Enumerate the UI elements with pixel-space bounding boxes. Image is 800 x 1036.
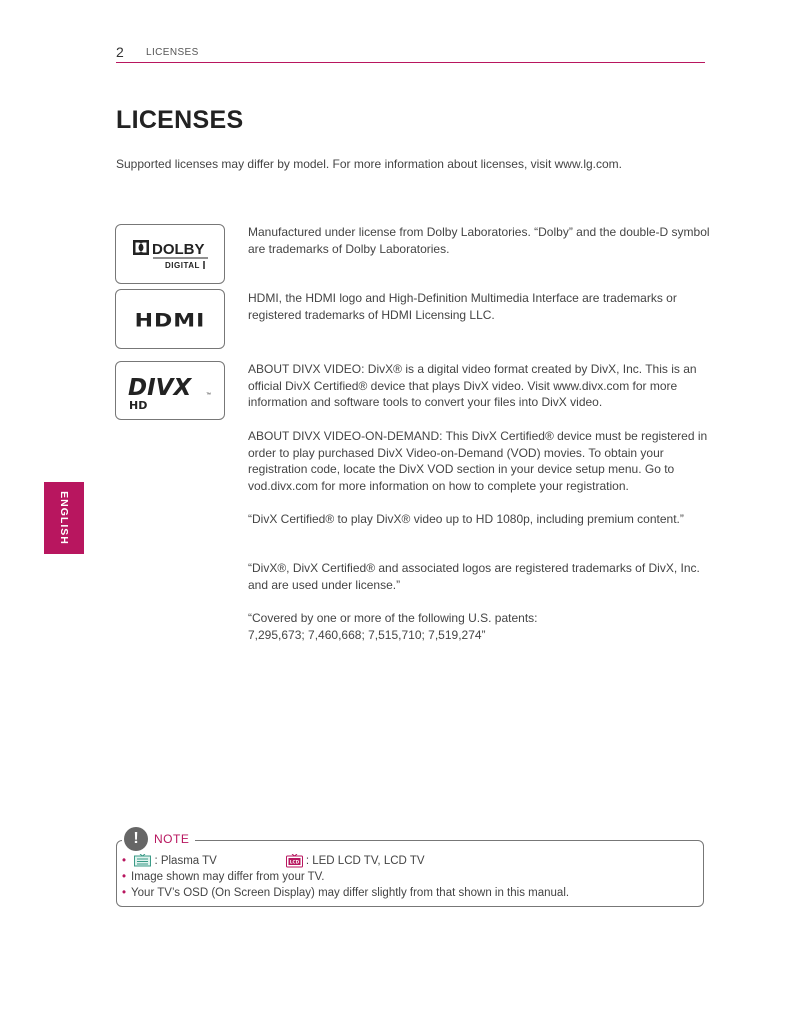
note-item-tv-types [122,853,569,869]
note-header [122,826,195,852]
dolby-logo-graphic [116,225,224,283]
divx-tm-mark: ™ [206,392,211,398]
bullet: • [122,871,127,883]
hdmi-license-text: HDMI, the HDMI logo and High-Definition Multimedia Interface are trademarks or registered trademarks of HDMI Licensing LLC. [248,291,677,322]
dolby-logo [115,224,225,284]
divx-hd-label: HD [129,399,148,412]
note-label: NOTE [154,832,190,846]
divx-video-text: ABOUT DIVX VIDEO: DivX® is a digital video format created by DivX, Inc. This is an official DivX Certified® device that plays DivX video. Visit www.divx.com for more information and software tools to convert your files into DivX video. [248,362,697,409]
running-header: LICENSES [146,47,199,58]
dolby-digital-label: DIGITAL [165,261,200,270]
note-item [122,869,569,885]
page-number: 2 [116,44,124,60]
page-title: LICENSES [116,106,244,134]
bullet: • [122,887,127,899]
dolby-wordmark: DOLBY [152,241,205,258]
divx-trademarks-text: “DivX®, DivX Certified® and associated logos are registered trademarks of DivX, Inc. and are used under license.” [248,561,700,592]
note-item-text: Your TV’s OSD (On Screen Display) may differ slightly from that shown in this manual. [131,887,570,899]
dolby-double-d-icon [133,240,149,255]
dolby-license-text: Manufactured under license from Dolby Laboratories. “Dolby” and the double-D symbol are trademarks of Dolby Laboratories. [248,225,710,256]
note-item [122,885,569,901]
note-item-text: Image shown may differ from your TV. [131,871,325,883]
hdmi-logo [115,289,225,349]
divx-patents-text: “Covered by one or more of the following U.S. patents: 7,295,673; 7,460,668; 7,515,710; 7,519,274” [248,611,538,642]
hdmi-logo-graphic [116,290,224,348]
bullet: • [122,855,127,867]
page-header [116,44,705,63]
plasma-tv-icon [134,854,151,868]
note-exclamation-icon: ! [124,827,148,851]
divx-vod-text: ABOUT DIVX VIDEO-ON-DEMAND: This DivX Certified® device must be registered in order to play purchased DivX Video-on-Demand (VOD) movies. To obtain your registration code, locate the DivX VOD section in your device setup menu. Go to vod.divx.com for more information on how to complete your registration. [248,429,708,493]
language-label: ENGLISH [58,491,70,545]
note-list [122,853,569,901]
language-side-tab [44,482,84,554]
lcd-icon-text: LCD [289,859,299,865]
divx-logo-graphic [116,362,224,419]
divx-wordmark: DIVX [128,375,192,401]
lcd-tv-icon [286,854,303,868]
divx-hd-logo [115,361,225,420]
divx-certified-text: “DivX Certified® to play DivX® video up to HD 1080p, including premium content.” [248,512,684,526]
intro-text: Supported licenses may differ by model. For more information about licenses, visit www.lg.com. [116,157,622,171]
hdmi-wordmark: HDMI [134,309,206,332]
lcd-tv-label: : LED LCD TV, LCD TV [305,855,425,867]
plasma-tv-label: : Plasma TV [154,855,217,867]
